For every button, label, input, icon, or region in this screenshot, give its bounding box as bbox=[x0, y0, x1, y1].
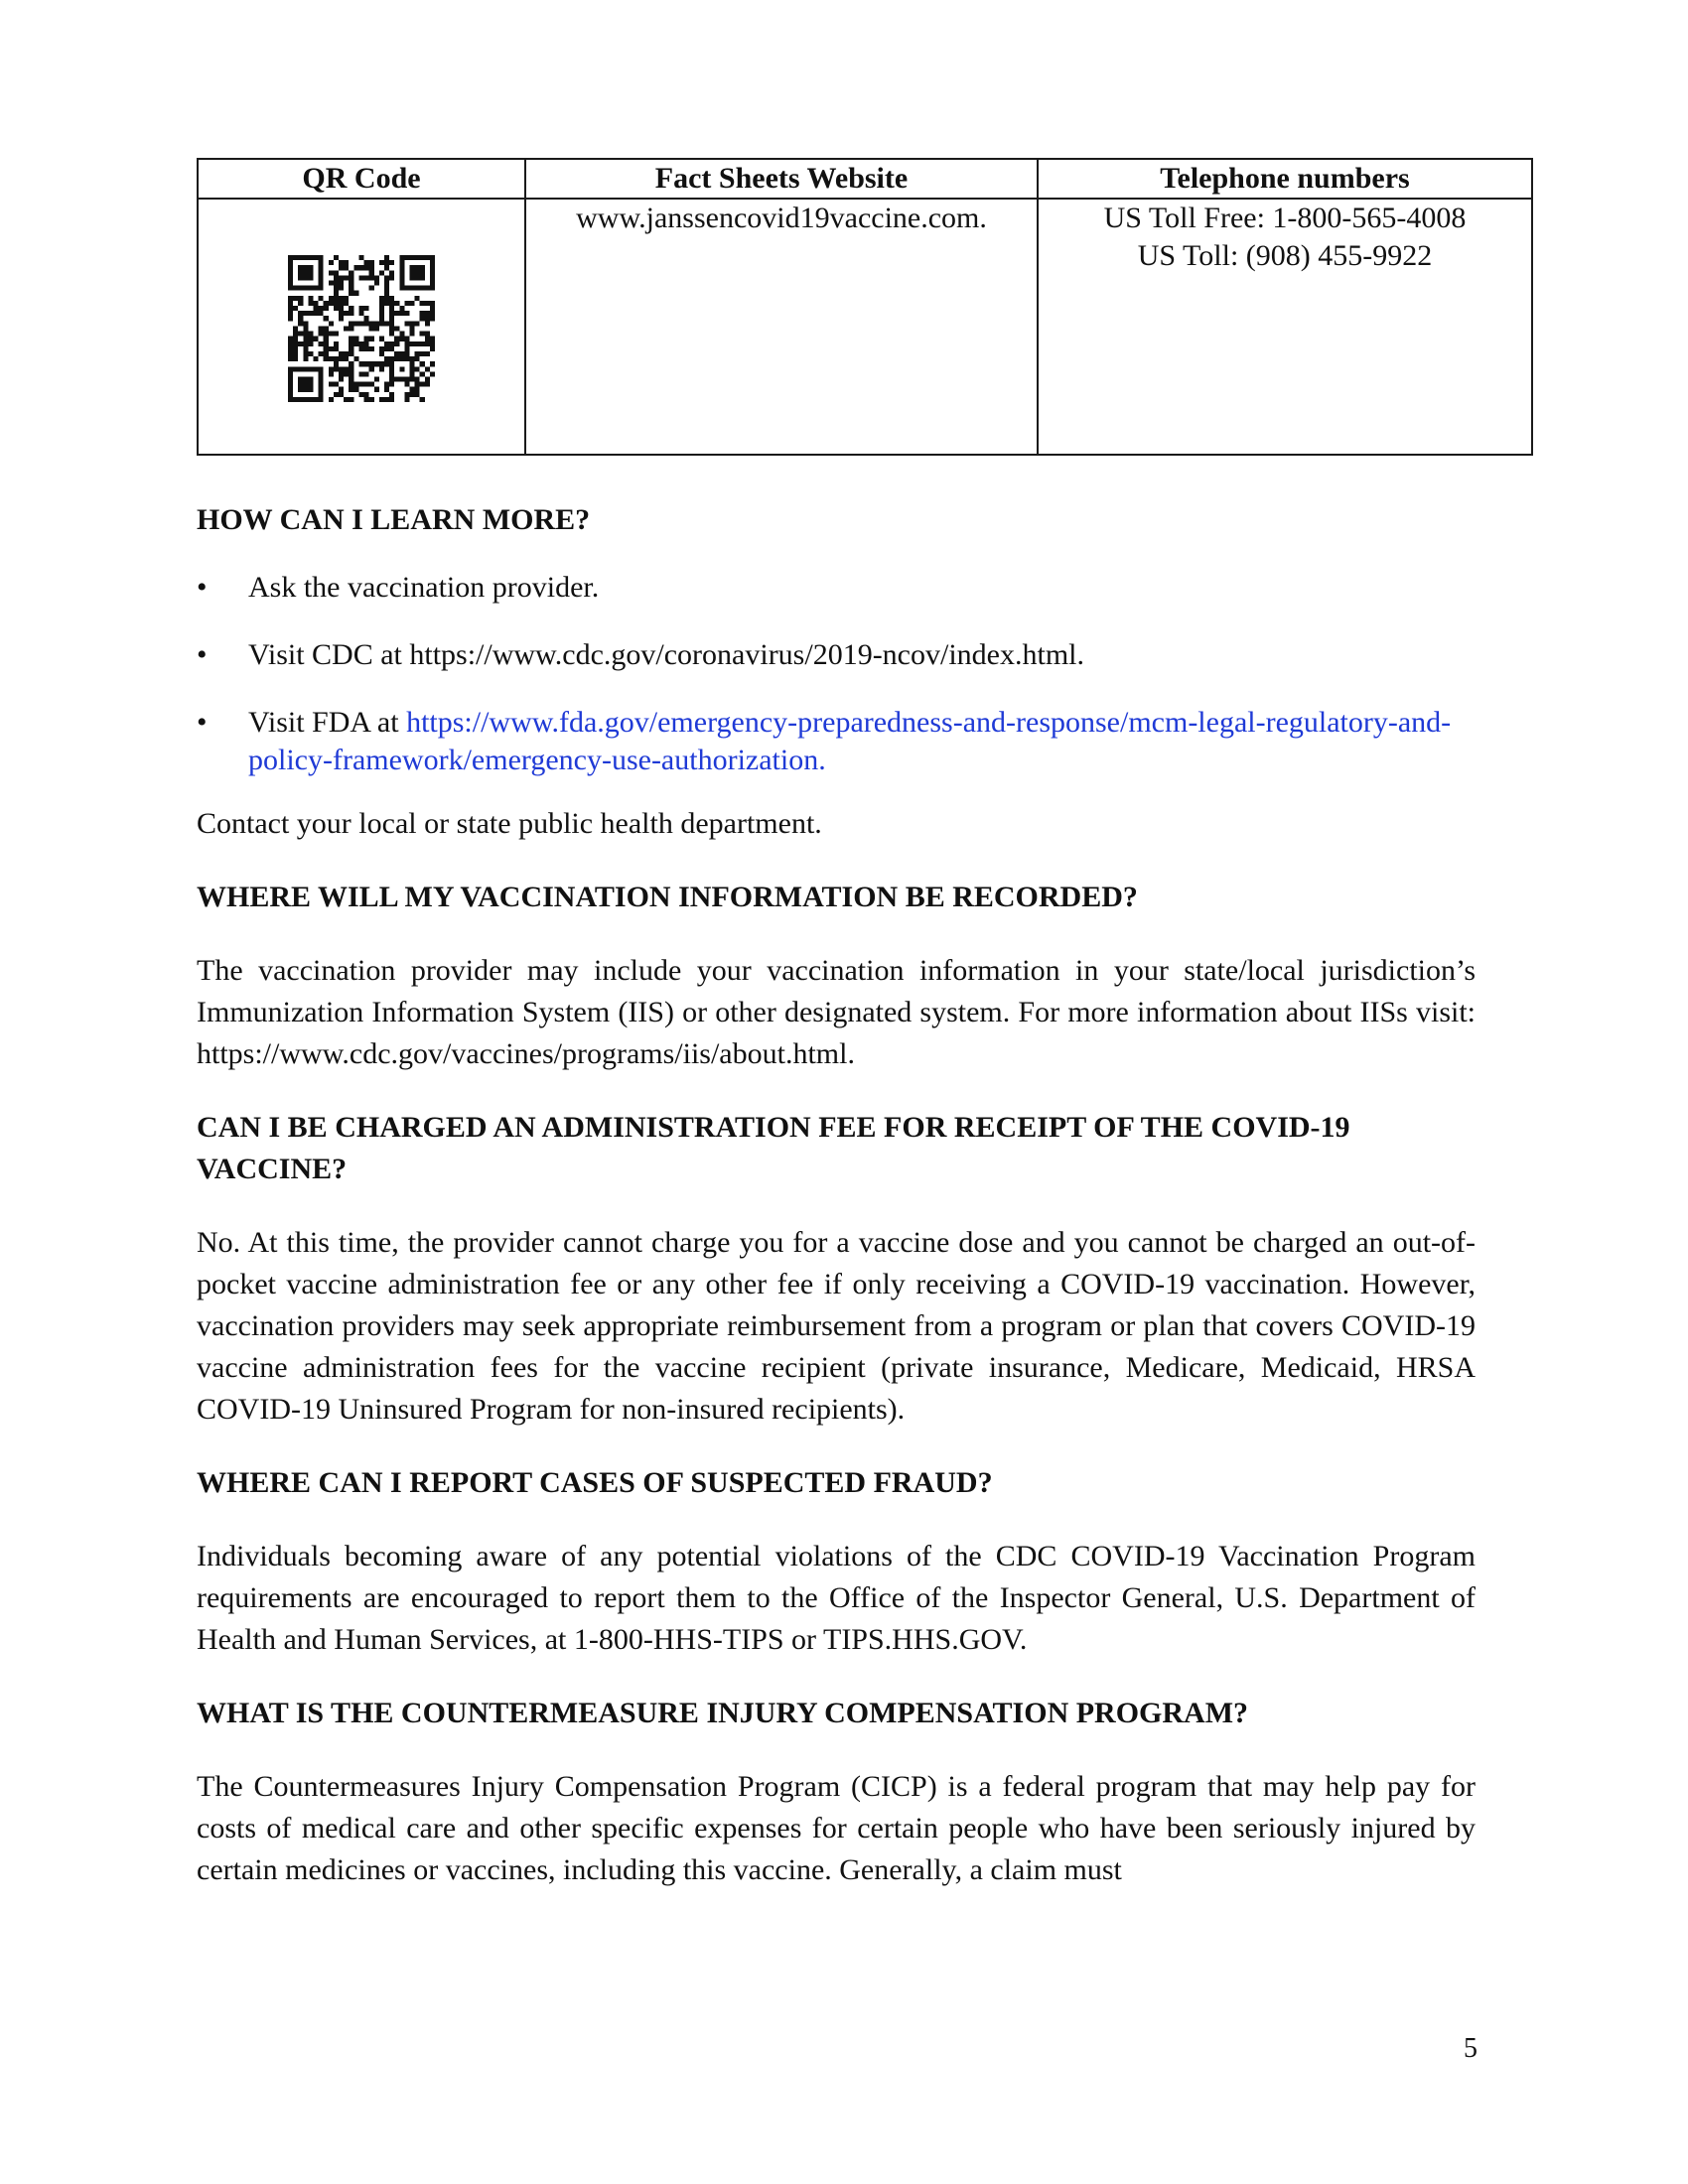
telephone-cell bbox=[1038, 199, 1532, 455]
fda-link-prefix: Visit FDA at bbox=[248, 706, 407, 739]
header-telephone-numbers: Telephone numbers bbox=[1038, 159, 1532, 199]
table-header-row bbox=[198, 159, 1532, 199]
page-content bbox=[197, 158, 1476, 1891]
recorded-heading: WHERE WILL MY VACCINATION INFORMATION BE RECORDED? bbox=[197, 881, 1138, 913]
fda-link[interactable]: https://www.fda.gov/emergency-preparedness-and-response/mcm-legal-regulatory-and-policy-framework/emergency-use-authorization. bbox=[248, 706, 1452, 776]
fee-heading: CAN I BE CHARGED AN ADMINISTRATION FEE FOR RECEIPT OF THE COVID-19 VACCINE? bbox=[197, 1111, 1350, 1185]
qr-code-cell bbox=[198, 199, 525, 455]
cicp-heading: WHAT IS THE COUNTERMEASURE INJURY COMPENSATION PROGRAM? bbox=[197, 1697, 1249, 1729]
contact-info-table bbox=[197, 158, 1533, 456]
page-number: 5 bbox=[1464, 2033, 1477, 2064]
list-item: • Visit CDC at https://www.cdc.gov/coronavirus/2019-ncov/index.html. bbox=[197, 636, 1476, 674]
cicp-body: The Countermeasures Injury Compensation Program (CICP) is a federal program that may help pay for costs of medical care and other specific expenses for certain people who have been seriously injured by certain medicines or vaccines, including this vaccine. Generally, a claim must bbox=[197, 1770, 1476, 1886]
header-fact-sheets-website: Fact Sheets Website bbox=[525, 159, 1038, 199]
fraud-heading: WHERE CAN I REPORT CASES OF SUSPECTED FRAUD? bbox=[197, 1466, 993, 1499]
qr-code-icon[interactable] bbox=[288, 255, 435, 402]
toll-free-number: US Toll Free: 1-800-565-4008 bbox=[1103, 202, 1467, 234]
website-cell bbox=[525, 199, 1038, 455]
toll-number: US Toll: (908) 455-9922 bbox=[1137, 239, 1433, 272]
fact-sheets-website-link[interactable]: www.janssencovid19vaccine.com. bbox=[576, 202, 987, 234]
learn-more-list bbox=[197, 569, 1476, 779]
learn-more-heading: HOW CAN I LEARN MORE? bbox=[197, 503, 591, 536]
contact-health-department: Contact your local or state public health department. bbox=[197, 807, 822, 840]
recorded-body: The vaccination provider may include your vaccination information in your state/local jurisdiction’s Immunization Information System (IIS) or other designated system. For more information about IISs visit: https://www.cdc.gov/vaccines/programs/iis/about.html. bbox=[197, 954, 1476, 1070]
fee-body: No. At this time, the provider cannot charge you for a vaccine dose and you cannot be charged an out-of-pocket vaccine administration fee or any other fee if only receiving a COVID-19 vaccination. However, vaccination providers may seek appropriate reimbursement from a program or plan that covers COVID-19 vaccine administration fees for the vaccine recipient (private insurance, Medicare, Medicaid, HRSA COVID-19 Uninsured Program for non-insured recipients). bbox=[197, 1226, 1476, 1426]
header-qr-code: QR Code bbox=[198, 159, 525, 199]
list-item bbox=[197, 704, 1476, 779]
list-item: • Ask the vaccination provider. bbox=[197, 569, 1476, 607]
fraud-body: Individuals becoming aware of any potential violations of the CDC COVID-19 Vaccination Program requirements are encouraged to report them to the Office of the Inspector General, U.S. Department of Health and Human Services, at 1-800-HHS-TIPS or TIPS.HHS.GOV. bbox=[197, 1540, 1476, 1656]
table-row bbox=[198, 199, 1532, 455]
